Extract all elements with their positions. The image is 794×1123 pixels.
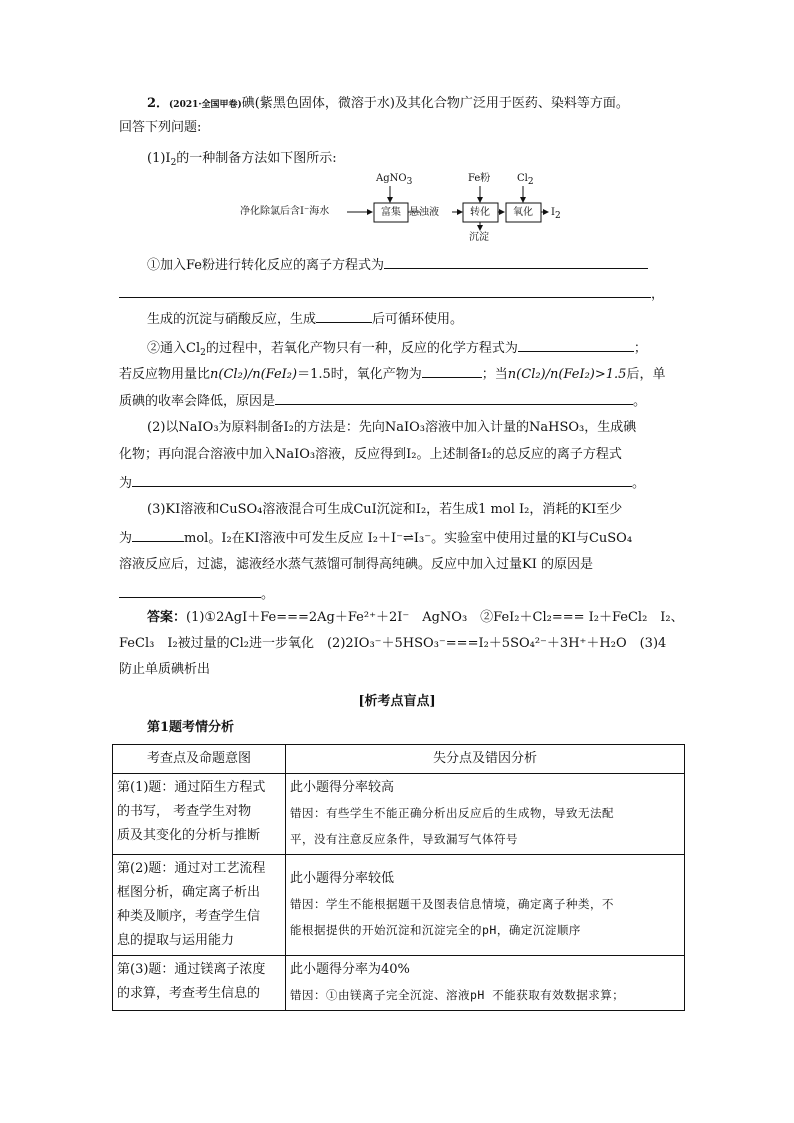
analysis-table	[112, 744, 685, 1011]
part3-line4: 。	[119, 583, 274, 605]
question-number: 2．	[147, 96, 170, 111]
answer-blank[interactable]	[119, 283, 651, 298]
answer-blank[interactable]	[132, 527, 184, 542]
table-cell: 第(3)题：通过镁离子浓度 的求算，考查考生信息的	[113, 956, 286, 1011]
answer-label: 答案：	[147, 610, 187, 625]
answer-line2: FeCl₃ I₂被过量的Cl₂进一步氧化 (2)2IO₃⁻＋5HSO₃⁻===I₂＋5SO₄²⁻＋3H⁺＋H₂O (3)4	[119, 636, 667, 651]
table-row	[113, 774, 685, 855]
answer-blank[interactable]	[119, 583, 261, 598]
flow-box1-label: 富集	[381, 207, 401, 218]
q2-line2: 若反应物用量比n(Cl₂)/n(FeI₂)＝1.5时，氧化产物为 ；当n(Cl₂)/n(FeI₂)>1.5后，单	[119, 363, 665, 385]
part1-intro: $(1)I_2$的一种制备方法如下图所示:	[147, 151, 337, 168]
q1-line2: ，	[119, 283, 664, 305]
section-title: [析考点盲点]	[358, 694, 436, 709]
flow-precip: 沉淀	[469, 232, 489, 243]
table-row	[113, 855, 685, 956]
answer-blank[interactable]	[384, 254, 648, 269]
flow-box2-label: 转化	[470, 207, 490, 218]
table-cell: 此小题得分率较高 错因：有些学生不能正确分析出反应后的生成物，导致无法配 平，没有注意反应条件，导致漏写气体符号	[286, 774, 685, 855]
question-stem	[147, 94, 629, 115]
part2-line1: (2)以NaIO₃为原料制备I₂的方法是：先向NaIO₃溶液中加入计量的NaHSO₃，生成碘	[147, 420, 637, 435]
question-source: (2021·全国甲卷)	[169, 100, 242, 110]
flow-mid: 悬浊液	[409, 207, 439, 218]
table-header-cell: 考查点及命题意图	[113, 745, 286, 774]
q2-line1: ②通入$Cl_2$的过程中，若氧化产物只有一种，反应的化学方程式为 ；	[147, 337, 647, 359]
q1-line1: ①加入Fe粉进行转化反应的离子方程式为	[147, 254, 648, 276]
part2-line2: 化物；再向混合溶液中加入NaIO₃溶液，反应得到I₂。上述制备I₂的总反应的离子方程式	[119, 447, 622, 462]
flow-agno3: AgNO$_3$	[376, 173, 413, 187]
table-header-cell: 失分点及错因分析	[286, 745, 685, 774]
answer-line1: 答案：(1)①2AgI＋Fe===2Ag＋Fe²⁺＋2I⁻ AgNO₃ ②FeI₂＋Cl₂=== I₂＋FeCl₂ I₂、	[147, 610, 684, 625]
flow-fe: Fe粉	[468, 173, 491, 184]
part2-line3: 为 。	[119, 472, 645, 494]
analysis-title: 第1题考情分析	[147, 720, 235, 735]
answer-blank[interactable]	[316, 308, 372, 323]
flow-end: $I_2$	[551, 207, 561, 221]
answer-blank[interactable]	[422, 363, 482, 378]
answer-line3: 防止单质碘析出	[119, 662, 211, 677]
q1-line3: 生成的沉淀与硝酸反应，生成 后可循环使用。	[147, 308, 463, 330]
answer-blank[interactable]	[132, 472, 632, 487]
answer-blank[interactable]	[518, 337, 634, 352]
question-stem-text: 碘(紫黑色固体，微溶于水)及其化合物广泛用于医药、染料等方面。	[241, 96, 629, 111]
table-cell: 第(2)题：通过对工艺流程 框图分析，确定离子析出 种类及顺序，考查学生信 息的提取与运用能力	[113, 855, 286, 956]
part3-line2: 为 mol。I₂在KI溶液中可发生反应 I₂＋I⁻⇌I₃⁻。实验室中使用过量的KI与CuSO₄	[119, 527, 632, 549]
table-row	[113, 956, 685, 1011]
table-header-row	[113, 745, 685, 774]
answer-blank[interactable]	[275, 390, 633, 405]
process-flow-diagram	[240, 172, 570, 244]
flow-start: 净化除氯后含I⁻海水	[240, 206, 330, 217]
table-cell: 此小题得分率为40% 错因：①由镁离子完全沉淀、溶液pH 不能获取有效数据求算；	[286, 956, 685, 1011]
table-cell: 第(1)题：通过陌生方程式 的书写， 考查学生对物 质及其变化的分析与推断	[113, 774, 286, 855]
part3-line1: (3)KI溶液和CuSO₄溶液混合可生成CuI沉淀和I₂，若生成1 mol I₂，消耗的KI至少	[147, 502, 623, 517]
part3-line3: 溶液反应后，过滤，滤液经水蒸气蒸馏可制得高纯碘。反应中加入过量KI 的原因是	[119, 557, 593, 572]
q2-line3: 质碘的收率会降低，原因是 。	[119, 390, 646, 412]
question-instruction: 回答下列问题:	[119, 120, 202, 135]
flow-box3-label: 氧化	[513, 207, 533, 218]
table-cell: 此小题得分率较低 错因：学生不能根据题干及图表信息情境，确定离子种类，不 能根据提供的开始沉淀和沉淀完全的pH，确定沉淀顺序	[286, 855, 685, 956]
flow-cl2: $Cl_2$	[517, 173, 534, 187]
